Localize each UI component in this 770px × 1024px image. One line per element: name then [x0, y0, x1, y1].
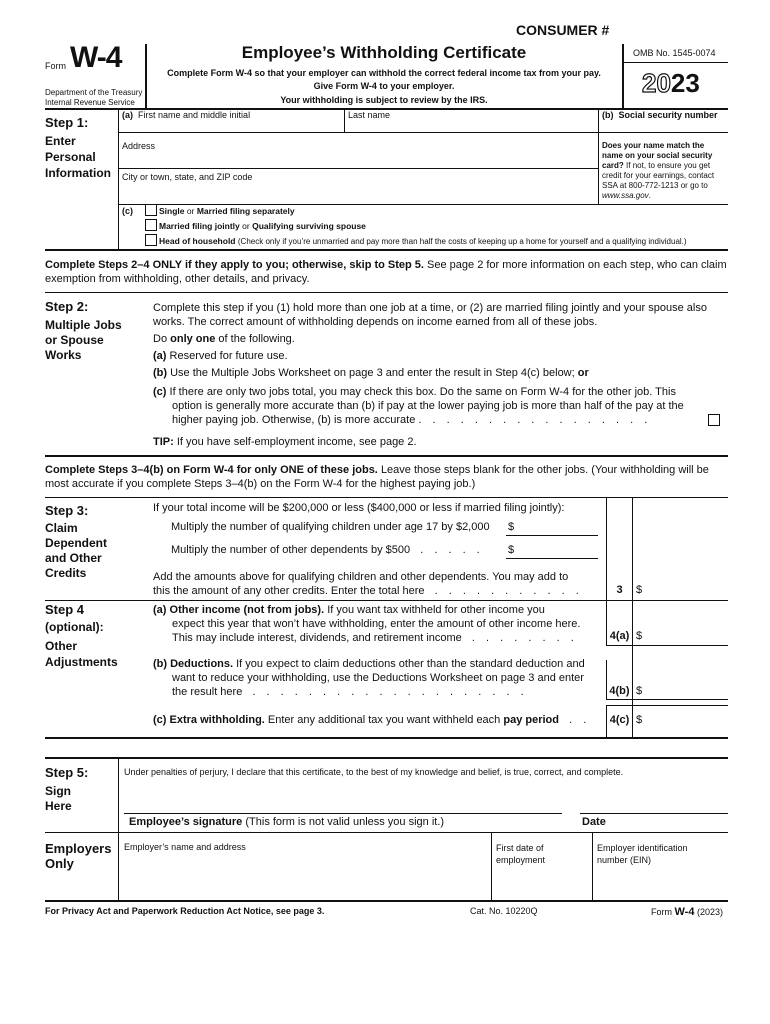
step2-subtitle: Multiple Jobs or Spouse Works — [45, 318, 122, 362]
footer-form-label: Form W-4 (2023) — [651, 906, 723, 918]
step2-option-b: (b) Use the Multiple Jobs Worksheet on page 3 and enter the result in Step 4(c) below; or — [153, 367, 589, 379]
checkbox-single[interactable] — [145, 204, 157, 216]
form-id: W-4 — [70, 41, 122, 74]
employers-only-title: Employers Only — [45, 841, 112, 871]
line-4a-amount-field[interactable]: $ — [636, 630, 643, 642]
ssn-field[interactable]: (b) Social security number — [602, 110, 718, 120]
irs-label: Internal Revenue Service — [45, 98, 135, 107]
instruction-steps-2-4: Complete Steps 2–4 ONLY if they apply to you; otherwise, skip to Step 5. See page 2 for more information on each step, who can claim exemption from withholding, other details, and privacy. — [45, 259, 727, 285]
step2-do-only-one: Do only one of the following. — [153, 333, 295, 345]
step4-title: Step 4 — [45, 602, 85, 617]
line-3-number: 3 — [616, 584, 623, 596]
line-4c-number: 4(c) — [609, 714, 630, 726]
line-4b-amount-field[interactable]: $ — [636, 685, 643, 697]
date-label: Date — [582, 816, 606, 828]
step3-children-label: Multiply the number of qualifying children under age 17 by $2,000 — [171, 521, 490, 533]
step3-children-dollar: $ — [508, 521, 515, 533]
dept-treasury: Department of the Treasury — [45, 88, 143, 97]
header-instruction-1: Complete Form W-4 so that your employer can withhold the correct federal income tax from your pay. — [167, 68, 601, 78]
employer-name-address-field[interactable]: Employer’s name and address — [124, 842, 246, 852]
header-instruction-2: Give Form W-4 to your employer. — [313, 81, 455, 91]
step3-intro: If your total income will be $200,000 or less ($400,000 or less if married filing jointly): — [153, 502, 565, 514]
step3-others-dollar: $ — [508, 544, 515, 556]
signature-field[interactable] — [124, 813, 562, 814]
first-name-field[interactable]: (a) First name and middle initial — [122, 110, 251, 120]
step2-option-a: (a) Reserved for future use. — [153, 350, 288, 362]
step5-title: Step 5: — [45, 765, 89, 780]
line-3-amount-field[interactable]: $ — [636, 584, 643, 596]
tax-year-outline: 20 — [642, 68, 671, 98]
checkbox-hoh[interactable] — [145, 234, 157, 246]
line-4b-number: 4(b) — [609, 685, 630, 697]
date-field[interactable] — [580, 813, 728, 814]
step3-subtitle: Claim Dependent and Other Credits — [45, 521, 108, 580]
step4c-text: (c) Extra withholding. Enter any additional tax you want withheld each pay period . . — [153, 714, 591, 726]
step4a-text: (a) Other income (not from jobs). If you want tax withheld for other income you expect this year that won’t have withholding, enter the amount of other income here. This may include interest, dividends, and retirement income . . . . . . . . — [153, 604, 581, 644]
city-state-zip-field[interactable]: City or town, state, and ZIP code — [122, 172, 253, 182]
label-single-mfs: Single or Married filing separately — [159, 206, 295, 216]
consumer-number-label: CONSUMER # — [516, 22, 610, 38]
line-4a-number: 4(a) — [609, 630, 630, 642]
step2-tip: TIP: If you have self-employment income, see page 2. — [153, 436, 417, 448]
step2-option-c: (c) If there are only two jobs total, you may check this box. Do the same on Form W-4 for the other job. This option is generally more accurate than (b) if pay at the lower paying job is more than half of the pay at the higher paying job. Otherwise, (b) is more accurate . . . . . . . . . . . . . . . . . — [153, 386, 684, 426]
checkbox-mfj[interactable] — [145, 219, 157, 231]
header-instruction-3: Your withholding is subject to review by the IRS. — [280, 95, 488, 105]
step4b-text: (b) Deductions. If you expect to claim deductions other than the standard deduction and want to reduce your withholding, use the Deductions Worksheet on page 3 and enter the result here . . . . . . . . . . . . . . . . . . . . — [153, 658, 585, 698]
step3-total-label: Add the amounts above for qualifying children and other dependents. You may add to this the amount of any other credits. Enter the total here . . . . . . . . . . . — [153, 571, 583, 597]
first-date-employment-field[interactable]: First date of employment — [496, 843, 546, 865]
filing-status-tag: (c) — [122, 206, 133, 216]
ein-field[interactable]: Employer identification number (EIN) — [597, 843, 688, 865]
label-mfj-qss: Married filing jointly or Qualifying surviving spouse — [159, 221, 366, 231]
ssn-note: Does your name match the name on your social security card? If not, to ensure you get credit for your earnings, contact SSA at 800-772-1213 or go to www.ssa.gov. — [602, 141, 715, 200]
step3-title: Step 3: — [45, 503, 89, 518]
catalog-number: Cat. No. 10220Q — [470, 906, 538, 916]
step3-others-label: Multiply the number of other dependents by $500 . . . . . — [171, 544, 484, 556]
children-amount-field[interactable] — [506, 535, 598, 536]
form-title: Employee’s Withholding Certificate — [241, 43, 527, 62]
step1-title: Step 1: — [45, 115, 89, 130]
tax-year-bold: 23 — [670, 68, 700, 98]
omb-number: OMB No. 1545-0074 — [633, 48, 716, 58]
step1-subtitle: Enter Personal Information — [45, 134, 111, 180]
line-4c-amount-field[interactable]: $ — [636, 714, 643, 726]
step5-subtitle: Sign Here — [45, 784, 72, 813]
tax-year — [642, 68, 700, 99]
label-hoh: Head of household (Check only if you’re unmarried and pay more than half the costs of keeping up a home for yourself and a qualifying individual.) — [159, 236, 687, 246]
privacy-notice: For Privacy Act and Paperwork Reduction Act Notice, see page 3. — [45, 906, 325, 916]
step4-subtitle: (optional): Other Adjustments — [45, 620, 118, 669]
step2-title: Step 2: — [45, 299, 89, 314]
instruction-steps-3-4b: Complete Steps 3–4(b) on Form W-4 for only ONE of these jobs. Leave those steps blank for the other jobs. (Your withholding will be most accurate if you complete Steps 3–4(b) on the Form W-4 for the highest paying job.) — [45, 464, 709, 490]
others-amount-field[interactable] — [506, 558, 598, 559]
step2-intro: Complete this step if you (1) hold more than one job at a time, or (2) are married filing jointly and your spouse also works. The correct amount of withholding depends on income earned from all of these jobs. — [153, 302, 707, 328]
address-field[interactable]: Address — [122, 141, 156, 151]
checkbox-two-jobs[interactable] — [708, 414, 720, 426]
perjury-statement: Under penalties of perjury, I declare that this certificate, to the best of my knowledge and belief, is true, correct, and complete. — [124, 767, 624, 777]
signature-label: Employee’s signature (This form is not valid unless you sign it.) — [129, 816, 445, 828]
form-word: Form — [45, 61, 66, 71]
last-name-field[interactable]: Last name — [348, 110, 391, 120]
